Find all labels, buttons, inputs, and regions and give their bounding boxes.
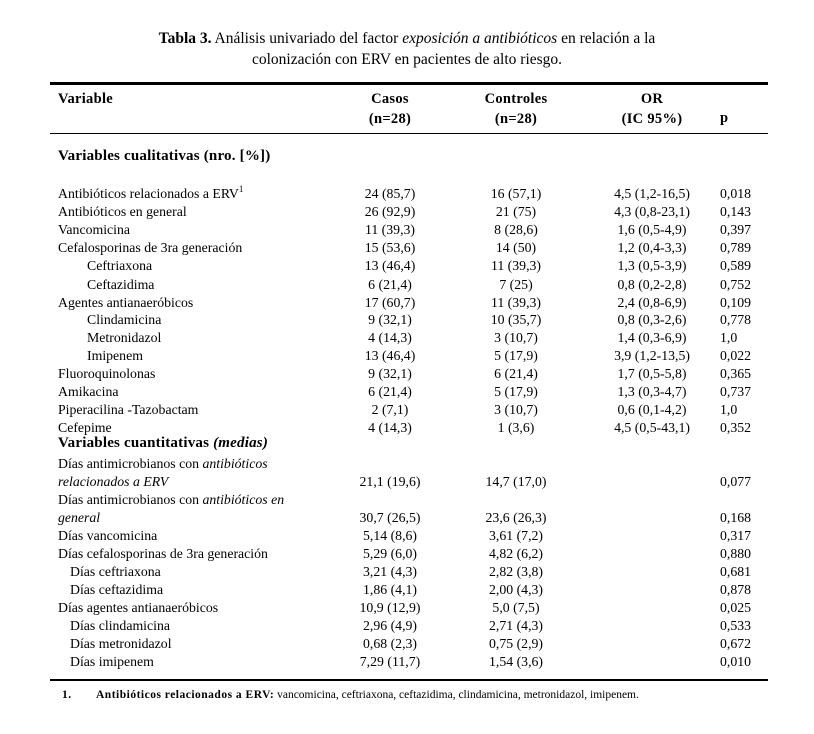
table-row: [0, 653, 814, 671]
cell-variable: Días cefalosporinas de 3ra generación: [58, 546, 268, 561]
cell-controles: 2,71 (4,3): [488, 618, 544, 633]
table-title-line2: colonización con ERV en pacientes de alto riesgo.: [251, 51, 563, 68]
table-row: [0, 329, 814, 347]
cell-p: 0,533: [720, 618, 752, 633]
cell-variable: Días metronidazol: [70, 636, 172, 651]
cell-casos: 6 (21,4): [368, 277, 412, 292]
cell-p: 0,737: [720, 384, 752, 399]
table-title-italic: exposición a antibióticos: [402, 30, 558, 47]
cell-casos: 24 (85,7): [364, 186, 416, 201]
cell-variable-text: Antibióticos en general: [58, 204, 187, 219]
header-controles: [452, 89, 580, 129]
header-variable: Variable: [58, 91, 114, 107]
table-row: [0, 383, 814, 401]
header-casos-n: (n=28): [368, 111, 412, 127]
cell-casos: 15 (53,6): [364, 240, 416, 255]
table-row: [0, 581, 814, 599]
header-casos-label: Casos: [371, 91, 409, 107]
cell-p: 1,0: [720, 402, 738, 417]
cell-p: 0,018: [720, 186, 752, 201]
cell-p: 0,025: [720, 600, 752, 615]
section-quantitative-title: [58, 435, 268, 452]
cell-controles: 1,54 (3,6): [488, 654, 544, 669]
cell-controles: 23,6 (26,3): [485, 510, 547, 525]
cell-p: 0,109: [720, 295, 752, 310]
cell-variable: [87, 276, 154, 294]
quant-multi-row-1-values: [0, 473, 814, 491]
cell-or: 1,3 (0,3-4,7): [617, 384, 687, 399]
footnote-number: 1.: [62, 689, 72, 701]
cell-controles: 2,82 (3,8): [488, 564, 544, 579]
quant-multi-row-2-line1: [58, 491, 284, 509]
cell-variable: Días imipenem: [70, 654, 154, 669]
cell-variable: [87, 347, 143, 365]
quant-multi-row-2-italic2: general: [58, 510, 101, 525]
cell-or: 4,5 (0,5-43,1): [614, 420, 690, 435]
cell-p: 0,681: [720, 564, 752, 579]
cell-variable-text: Cefepime: [58, 420, 112, 435]
cell-controles: 10 (35,7): [490, 312, 542, 327]
section-quantitative-italic: (medias): [213, 435, 269, 451]
cell-controles: 2,00 (4,3): [488, 582, 544, 597]
cell-controles: 14,7 (17,0): [485, 474, 547, 489]
cell-controles: 11 (39,3): [490, 295, 542, 310]
table-row: [0, 347, 814, 365]
cell-p: 1,0: [720, 330, 738, 345]
quant-multi-row-2-values: [0, 509, 814, 527]
cell-p: 0,010: [720, 654, 752, 669]
quant-multi-row-1-text: Días antimicrobianos con: [58, 456, 200, 471]
quant-multi-row-2-text: Días antimicrobianos con: [58, 492, 200, 507]
footnote-text-wrap: [96, 687, 639, 703]
header-p: p: [720, 110, 729, 126]
cell-controles: 6 (21,4): [494, 366, 538, 381]
cell-casos: 11 (39,3): [364, 222, 416, 237]
section-qualitative-title: Variables cualitativas (nro. [%]): [58, 148, 271, 164]
cell-or: 1,4 (0,3-6,9): [617, 330, 687, 345]
cell-casos: 9 (32,1): [368, 312, 412, 327]
cell-casos: 13 (46,4): [364, 348, 416, 363]
cell-controles: 4,82 (6,2): [488, 546, 544, 561]
cell-p: 0,778: [720, 312, 752, 327]
cell-variable: [58, 221, 130, 239]
quant-multi-row-1-italic: antibióticos: [202, 456, 268, 471]
table-title-label: Tabla 3.: [158, 30, 212, 47]
cell-p: 0,352: [720, 420, 752, 435]
cell-or: 0,8 (0,2-2,8): [617, 277, 687, 292]
cell-controles: 7 (25): [499, 277, 533, 292]
header-rule: [50, 133, 768, 134]
cell-casos: 4 (14,3): [368, 420, 412, 435]
cell-casos: 21,1 (19,6): [359, 474, 421, 489]
cell-controles: 3 (10,7): [494, 402, 538, 417]
table-title-text-before: Análisis univariado del factor: [214, 30, 399, 47]
cell-or: 0,6 (0,1-4,2): [617, 402, 687, 417]
cell-controles: 3,61 (7,2): [488, 528, 544, 543]
table-title: [0, 28, 814, 49]
cell-p: 0,589: [720, 258, 752, 273]
cell-casos: 9 (32,1): [368, 366, 412, 381]
cell-or: 1,2 (0,4-3,3): [617, 240, 687, 255]
footnote-text: vancomicina, ceftriaxona, ceftazidima, clindamicina, metronidazol, imipenem.: [277, 689, 639, 701]
cell-variable: [58, 185, 243, 203]
cell-p: 0,022: [720, 348, 752, 363]
cell-p: 0,365: [720, 366, 752, 381]
cell-controles: 5,0 (7,5): [492, 600, 540, 615]
table-row: [0, 635, 814, 653]
header-controles-label: Controles: [484, 91, 548, 107]
quant-multi-row-1-italic2: relacionados a ERV: [58, 474, 169, 489]
cell-controles: 3 (10,7): [494, 330, 538, 345]
cell-variable: [87, 257, 152, 275]
table-row: [0, 563, 814, 581]
header-or: [592, 89, 712, 129]
cell-casos: 5,14 (8,6): [362, 528, 418, 543]
cell-casos: 5,29 (6,0): [362, 546, 418, 561]
cell-casos: 3,21 (4,3): [362, 564, 418, 579]
cell-controles: 11 (39,3): [490, 258, 542, 273]
section-quantitative-text: Variables cuantitativas: [58, 435, 210, 451]
table-title-text-after: en relación a la: [561, 30, 656, 47]
table-row: [0, 257, 814, 275]
cell-controles: 8 (28,6): [494, 222, 538, 237]
table-row: [0, 276, 814, 294]
cell-variable: Días clindamicina: [70, 618, 170, 633]
cell-or: 4,3 (0,8-23,1): [614, 204, 690, 219]
table-row: [0, 203, 814, 221]
cell-p: 0,789: [720, 240, 752, 255]
cell-casos: 26 (92,9): [364, 204, 416, 219]
cell-controles: 5 (17,9): [494, 384, 538, 399]
cell-variable: [58, 383, 119, 401]
cell-controles: 21 (75): [495, 204, 537, 219]
table-row: [0, 365, 814, 383]
cell-variable: [58, 203, 187, 221]
cell-variable: Días ceftazidima: [70, 582, 164, 597]
cell-variable: [58, 294, 193, 312]
table-row: [0, 294, 814, 312]
table-row: [0, 401, 814, 419]
cell-variable-text: Fluoroquinolonas: [58, 366, 156, 381]
cell-or: 4,5 (1,2-16,5): [614, 186, 690, 201]
table-row: [0, 185, 814, 203]
cell-p: 0,397: [720, 222, 752, 237]
quant-multi-row-2-italic: antibióticos en: [202, 492, 285, 507]
cell-variable: Días vancomicina: [58, 528, 158, 543]
cell-variable-text: Piperacilina -Tazobactam: [58, 402, 199, 417]
table-row: [0, 545, 814, 563]
cell-p: 0,143: [720, 204, 752, 219]
cell-casos: 2 (7,1): [371, 402, 409, 417]
cell-variable: [87, 329, 161, 347]
cell-variable-text: Agentes antianaeróbicos: [58, 295, 194, 310]
table-row: [0, 239, 814, 257]
cell-variable: [58, 401, 198, 419]
cell-controles: 14 (50): [495, 240, 537, 255]
top-rule: [50, 82, 768, 85]
table-row: [0, 527, 814, 545]
cell-controles: 5 (17,9): [494, 348, 538, 363]
cell-p: 0,878: [720, 582, 752, 597]
cell-or: 1,3 (0,5-3,9): [617, 258, 687, 273]
cell-variable: Días agentes antianaeróbicos: [58, 600, 219, 615]
header-casos: [330, 89, 450, 129]
bottom-rule: [50, 679, 768, 681]
cell-p: 0,672: [720, 636, 752, 651]
cell-casos: 1,86 (4,1): [362, 582, 418, 597]
cell-casos: 6 (21,4): [368, 384, 412, 399]
quant-multi-row-1-line1: [58, 455, 268, 473]
cell-variable-text: Cefalosporinas de 3ra generación: [58, 240, 243, 255]
header-controles-n: (n=28): [494, 111, 538, 127]
cell-or: 1,7 (0,5-5,8): [617, 366, 687, 381]
cell-or: 2,4 (0,8-6,9): [617, 295, 687, 310]
cell-or: 1,6 (0,5-4,9): [617, 222, 687, 237]
table-row: [0, 221, 814, 239]
cell-variable-text: Antibióticos relacionados a ERV: [58, 186, 239, 201]
table-row: [0, 311, 814, 329]
cell-controles: 1 (3,6): [497, 420, 535, 435]
cell-casos: 13 (46,4): [364, 258, 416, 273]
cell-variable: [58, 239, 242, 257]
cell-variable-text: Clindamicina: [87, 312, 162, 327]
cell-variable: Días ceftriaxona: [70, 564, 161, 579]
cell-p: 0,077: [720, 474, 752, 489]
cell-casos: 2,96 (4,9): [362, 618, 418, 633]
header-or-label: OR: [640, 91, 664, 107]
header-or-ci: (IC 95%): [621, 111, 683, 127]
cell-variable: [58, 365, 155, 383]
footnote-ref: 1: [238, 184, 244, 194]
cell-variable-text: Ceftriaxona: [87, 258, 153, 273]
cell-p: 0,317: [720, 528, 752, 543]
cell-variable: [87, 311, 161, 329]
cell-p: 0,880: [720, 546, 752, 561]
table-row: [0, 599, 814, 617]
cell-p: 0,752: [720, 277, 752, 292]
cell-casos: 10,9 (12,9): [359, 600, 421, 615]
cell-or: 0,8 (0,3-2,6): [617, 312, 687, 327]
cell-variable-text: Amikacina: [58, 384, 119, 399]
cell-casos: 30,7 (26,5): [359, 510, 421, 525]
cell-casos: 17 (60,7): [364, 295, 416, 310]
cell-controles: 16 (57,1): [490, 186, 542, 201]
cell-variable-text: Imipenem: [87, 348, 143, 363]
cell-casos: 4 (14,3): [368, 330, 412, 345]
cell-variable-text: Ceftazidima: [87, 277, 155, 292]
cell-casos: 0,68 (2,3): [362, 636, 418, 651]
cell-controles: 0,75 (2,9): [488, 636, 544, 651]
cell-casos: 7,29 (11,7): [359, 654, 421, 669]
cell-variable-text: Metronidazol: [87, 330, 162, 345]
cell-or: 3,9 (1,2-13,5): [614, 348, 690, 363]
table-row: [0, 617, 814, 635]
footnote-label: Antibióticos relacionados a ERV:: [96, 689, 275, 701]
cell-variable-text: Vancomicina: [58, 222, 131, 237]
cell-p: 0,168: [720, 510, 752, 525]
